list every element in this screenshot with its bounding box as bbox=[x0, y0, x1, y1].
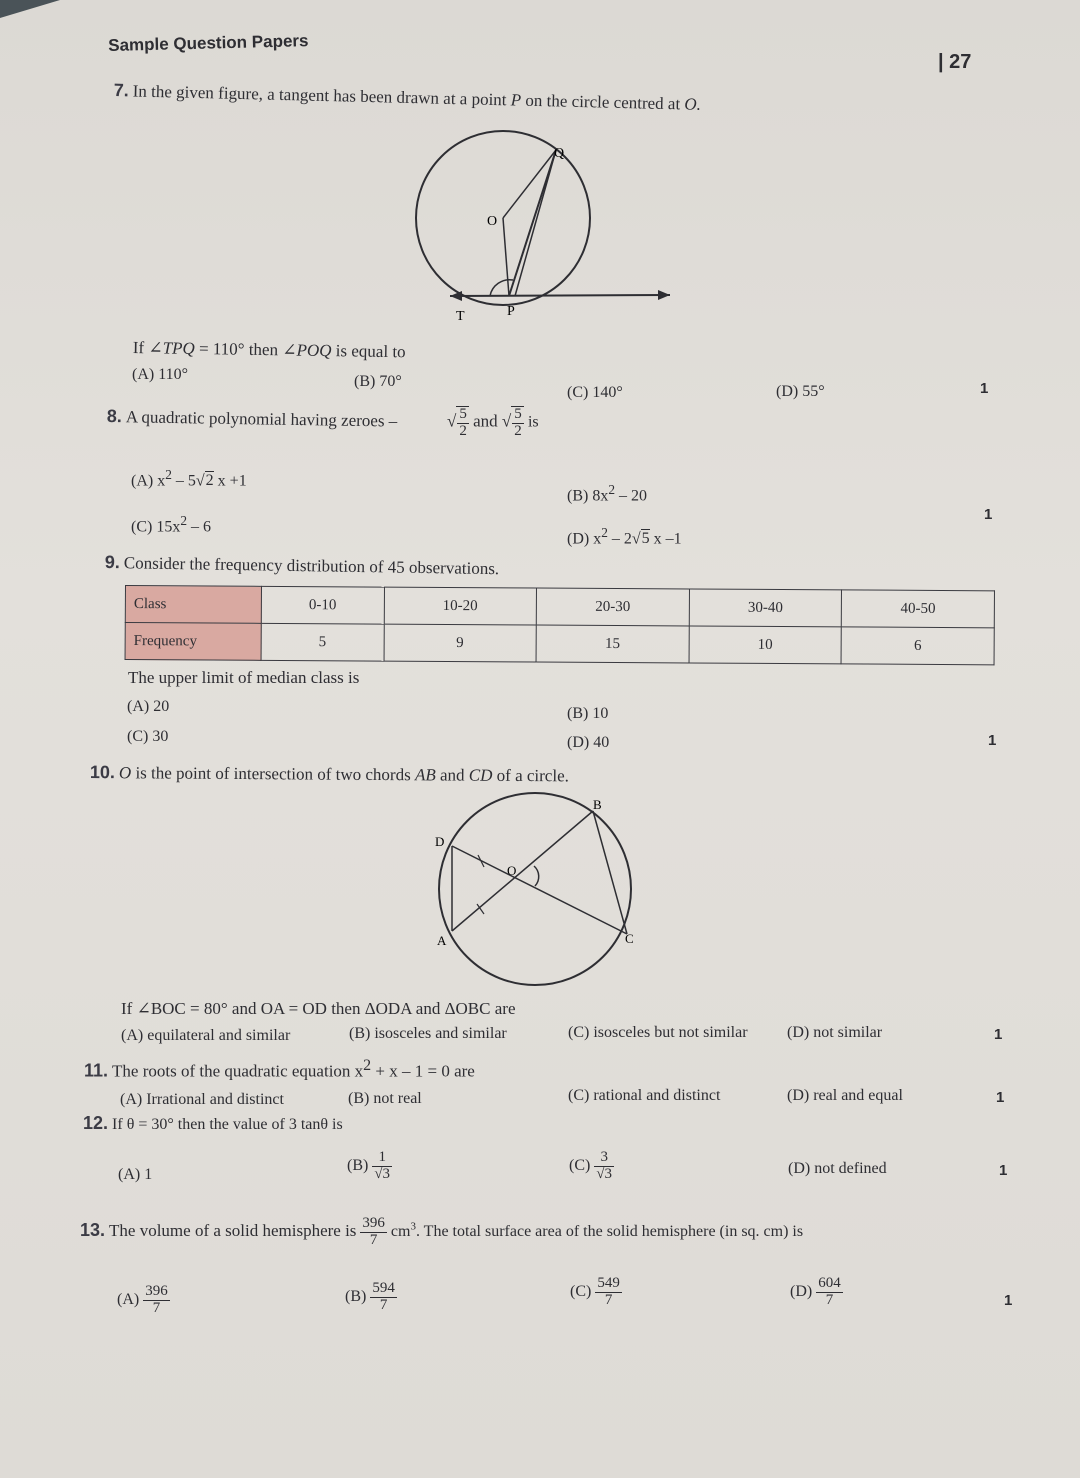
q10-chord-dc bbox=[452, 846, 627, 934]
q7-angle-poq: POQ bbox=[296, 340, 332, 361]
q8-radicand-num: 5 bbox=[459, 406, 467, 422]
opt-exp: 2 bbox=[608, 482, 615, 497]
table-cell: 9 bbox=[384, 624, 537, 662]
q13-option-d bbox=[790, 1276, 843, 1309]
question-number: 13. bbox=[80, 1219, 106, 1240]
q10-text-part: of a circle. bbox=[492, 765, 569, 786]
q7-label-q: Q bbox=[554, 146, 565, 161]
frac-num: 396 bbox=[362, 1215, 385, 1231]
q7-point-o: O. bbox=[684, 94, 702, 114]
q10-label-o: O bbox=[507, 863, 517, 878]
q10-label-b: B bbox=[593, 797, 602, 812]
table-cell: 30-40 bbox=[689, 589, 842, 627]
q10-option-d: (D) not similar bbox=[787, 1024, 883, 1041]
question-number: 8. bbox=[106, 406, 123, 427]
q12-option-a: (A) 1 bbox=[118, 1166, 153, 1183]
table-row bbox=[125, 586, 994, 628]
q9-option-c: (C) 30 bbox=[127, 728, 169, 745]
q10-prompt: If ∠BOC = 80° and OA = OD then ΔODA and ΔOBC are bbox=[121, 999, 516, 1018]
q7-chord-pq bbox=[509, 150, 556, 296]
q8-zero-1 bbox=[456, 406, 469, 440]
q13-marks: 1 bbox=[1004, 1292, 1013, 1309]
q9-prompt: The upper limit of median class is bbox=[128, 668, 360, 687]
q10-text-part: and bbox=[435, 765, 469, 785]
q7-arrow-left bbox=[450, 291, 462, 301]
q7-point-p: P bbox=[510, 90, 522, 110]
frac-num: 3 bbox=[600, 1149, 608, 1165]
table-cell: 6 bbox=[841, 627, 994, 665]
opt-part: x +1 bbox=[213, 472, 247, 490]
q8-radicand-den: 2 bbox=[459, 422, 467, 439]
frac-den: 7 bbox=[360, 1232, 387, 1249]
opt-part: – 20 bbox=[615, 487, 647, 505]
q10-chords-figure bbox=[420, 788, 650, 998]
q7-arrow-right bbox=[658, 290, 670, 300]
q8-sqrt-sign: √ bbox=[447, 411, 457, 431]
opt-fraction bbox=[143, 1284, 170, 1317]
q13-option-b bbox=[345, 1281, 397, 1314]
frac-num: 604 bbox=[818, 1275, 841, 1291]
page-corner-shadow bbox=[0, 0, 60, 18]
q9-option-d: (D) 40 bbox=[567, 734, 610, 751]
table-cell: 0-10 bbox=[261, 586, 384, 624]
question-8-text bbox=[107, 406, 398, 432]
question-12-text bbox=[83, 1113, 343, 1134]
frac-den: √3 bbox=[374, 1165, 391, 1182]
q7-prompt-part: If ∠ bbox=[132, 338, 163, 358]
q7-tangent-line bbox=[450, 295, 670, 296]
opt-exp: 2 bbox=[601, 525, 608, 540]
q10-label-a: A bbox=[437, 933, 447, 948]
opt-label: (C) bbox=[569, 1156, 591, 1174]
q11-option-c: (C) rational and distinct bbox=[568, 1087, 721, 1104]
opt-part: – 5 bbox=[171, 472, 196, 490]
q10-option-b: (B) isosceles and similar bbox=[349, 1025, 507, 1042]
opt-fraction bbox=[372, 1150, 392, 1183]
q11-option-d: (D) real and equal bbox=[787, 1087, 903, 1104]
q7-label-p: P bbox=[507, 304, 515, 319]
q13-option-c bbox=[570, 1276, 622, 1309]
q8-option-b bbox=[567, 482, 647, 505]
opt-part: x –1 bbox=[649, 530, 682, 548]
q7-label-o: O bbox=[487, 214, 498, 229]
q12-marks: 1 bbox=[999, 1162, 1008, 1179]
q10-angle-arc bbox=[534, 866, 539, 886]
q13-unit: cm bbox=[390, 1222, 411, 1240]
opt-fraction bbox=[594, 1150, 614, 1183]
frac-num: 549 bbox=[597, 1275, 620, 1291]
q9-option-a: (A) 20 bbox=[127, 698, 170, 715]
q11-marks: 1 bbox=[996, 1089, 1005, 1106]
q13-text-part: . The total surface area of the solid hemisphere (in sq. cm) is bbox=[415, 1222, 804, 1240]
q7-angle-tpq: TPQ bbox=[162, 338, 195, 358]
q11-text-part: + x – 1 = 0 are bbox=[371, 1061, 475, 1081]
q10-circle bbox=[439, 793, 631, 985]
q8-option-c bbox=[131, 513, 211, 536]
page-number: | 27 bbox=[938, 51, 972, 73]
q10-label-c: C bbox=[625, 931, 634, 946]
q10-chord-cd: CD bbox=[468, 765, 493, 785]
opt-part: (B) 8x bbox=[567, 487, 609, 505]
q7-prompt-part: is equal to bbox=[331, 341, 406, 362]
table-cell: 5 bbox=[261, 623, 384, 661]
row-label: Class bbox=[125, 586, 261, 624]
opt-fraction bbox=[370, 1281, 397, 1314]
q9-marks: 1 bbox=[988, 732, 997, 749]
frac-den: 7 bbox=[143, 1300, 170, 1317]
q10-text-part: is the point of intersection of two chords bbox=[131, 763, 416, 785]
opt-part: – 6 bbox=[187, 518, 211, 536]
table-cell: 15 bbox=[536, 625, 689, 663]
q7-option-d: (D) 55° bbox=[776, 383, 825, 400]
question-number: 9. bbox=[104, 552, 121, 573]
q13-text-part: The volume of a solid hemisphere is bbox=[109, 1220, 357, 1240]
frac-den: 7 bbox=[595, 1292, 622, 1309]
q8-zero-2 bbox=[511, 406, 524, 440]
opt-fraction bbox=[595, 1276, 622, 1309]
q7-text-part: In the given figure, a tangent has been drawn at a point bbox=[132, 81, 512, 110]
q8-option-d: (D) $x^2 - 2√5$ x –1 bbox=[567, 525, 682, 548]
q8-is: is bbox=[527, 413, 539, 431]
table-row bbox=[125, 623, 994, 665]
frac-den: √3 bbox=[596, 1165, 613, 1182]
opt-part: (A) x bbox=[131, 472, 166, 490]
q9-option-b: (B) 10 bbox=[567, 705, 609, 722]
opt-label: (B) bbox=[345, 1287, 367, 1305]
q7-option-c: (C) 140° bbox=[567, 384, 623, 401]
frac-num: 396 bbox=[145, 1283, 168, 1299]
q8-zeroes bbox=[447, 406, 539, 440]
q7-tangent-figure bbox=[390, 130, 690, 330]
q8-sqrt-sign: √ bbox=[501, 411, 512, 431]
q9-text-part: Consider the frequency distribution of 45 observations. bbox=[123, 553, 500, 579]
book-title: Sample Question Papers bbox=[108, 31, 309, 55]
q10-point-o: O bbox=[118, 763, 132, 783]
question-number: 11. bbox=[84, 1060, 109, 1081]
q12-option-d: (D) not defined bbox=[788, 1160, 887, 1177]
q10-marks: 1 bbox=[994, 1026, 1003, 1043]
opt-part: (C) 15x bbox=[131, 518, 181, 536]
opt-label: (A) bbox=[117, 1290, 140, 1308]
table-cell: 20-30 bbox=[536, 588, 689, 626]
table-cell: 10-20 bbox=[384, 587, 537, 625]
q8-and: and bbox=[473, 411, 498, 431]
q7-option-b: (B) 70° bbox=[354, 373, 402, 390]
q7-radius-oq bbox=[503, 150, 556, 218]
row-label: Frequency bbox=[125, 623, 261, 661]
q8-radicand-den: 2 bbox=[514, 422, 522, 439]
q7-prompt bbox=[133, 338, 406, 362]
q7-marks: 1 bbox=[980, 380, 989, 397]
table-cell: 40-50 bbox=[842, 590, 995, 628]
q11-option-a: (A) Irrational and distinct bbox=[120, 1091, 284, 1108]
q7-option-a: (A) 110° bbox=[132, 366, 189, 383]
opt-label: (C) bbox=[570, 1282, 592, 1300]
frequency-table bbox=[125, 585, 995, 665]
q7-prompt-part: = 110° then ∠ bbox=[194, 338, 297, 360]
q7-label-t: T bbox=[456, 309, 465, 324]
opt-exp: 2 bbox=[180, 513, 187, 528]
q11-option-b: (B) not real bbox=[348, 1090, 422, 1107]
opt-part: – 2 bbox=[607, 530, 632, 548]
q7-radius-op bbox=[503, 218, 509, 296]
opt-label: (D) bbox=[790, 1282, 813, 1300]
frac-num: 1 bbox=[378, 1149, 386, 1165]
q10-label-d: D bbox=[435, 834, 445, 849]
q10-option-a: (A) equilateral and similar bbox=[121, 1027, 291, 1044]
opt-rad: 5 bbox=[641, 530, 650, 548]
opt-fraction bbox=[816, 1276, 843, 1309]
q12-option-b bbox=[347, 1150, 392, 1183]
q10-chord-ab: AB bbox=[414, 765, 436, 785]
frac-den: 7 bbox=[370, 1297, 397, 1314]
frac-num: 594 bbox=[372, 1280, 395, 1296]
q10-chord-ab bbox=[452, 811, 593, 931]
q11-text-part: The roots of the quadratic equation x bbox=[112, 1061, 364, 1081]
q12-option-c bbox=[569, 1150, 614, 1183]
q13-unit-exp: 3 bbox=[410, 1220, 416, 1233]
opt-part: (D) x bbox=[567, 530, 602, 548]
opt-rad: 2 bbox=[205, 472, 214, 490]
q8-text-part: A quadratic polynomial having zeroes – bbox=[125, 407, 398, 431]
q13-volume-fraction bbox=[360, 1216, 387, 1249]
opt-exp: 2 bbox=[165, 467, 172, 482]
q13-option-a bbox=[117, 1284, 170, 1317]
q10-option-c: (C) isosceles but not similar bbox=[568, 1024, 748, 1041]
question-number: 10. bbox=[89, 762, 116, 783]
opt-label: (B) bbox=[347, 1156, 369, 1174]
question-number: 7. bbox=[113, 80, 130, 101]
question-10-text bbox=[90, 762, 569, 786]
frac-den: 7 bbox=[816, 1292, 843, 1309]
question-7-text bbox=[114, 80, 702, 115]
q12-text-part: If θ = 30° then the value of 3 tanθ is bbox=[112, 1116, 343, 1133]
q7-text-part: on the circle centred at bbox=[520, 90, 685, 114]
question-11-text bbox=[84, 1057, 475, 1081]
q8-marks: 1 bbox=[984, 506, 993, 523]
q11-exp: 2 bbox=[363, 1057, 372, 1074]
q8-radicand-num: 5 bbox=[514, 406, 522, 422]
table-cell: 10 bbox=[689, 626, 842, 664]
question-9-text bbox=[105, 552, 500, 579]
q7-chord-pq-edge bbox=[515, 150, 556, 296]
question-number: 12. bbox=[83, 1113, 109, 1133]
question-13-text bbox=[80, 1216, 803, 1249]
q8-option-a: (A) $x^2 - 5√2$ x +1 bbox=[131, 467, 247, 490]
